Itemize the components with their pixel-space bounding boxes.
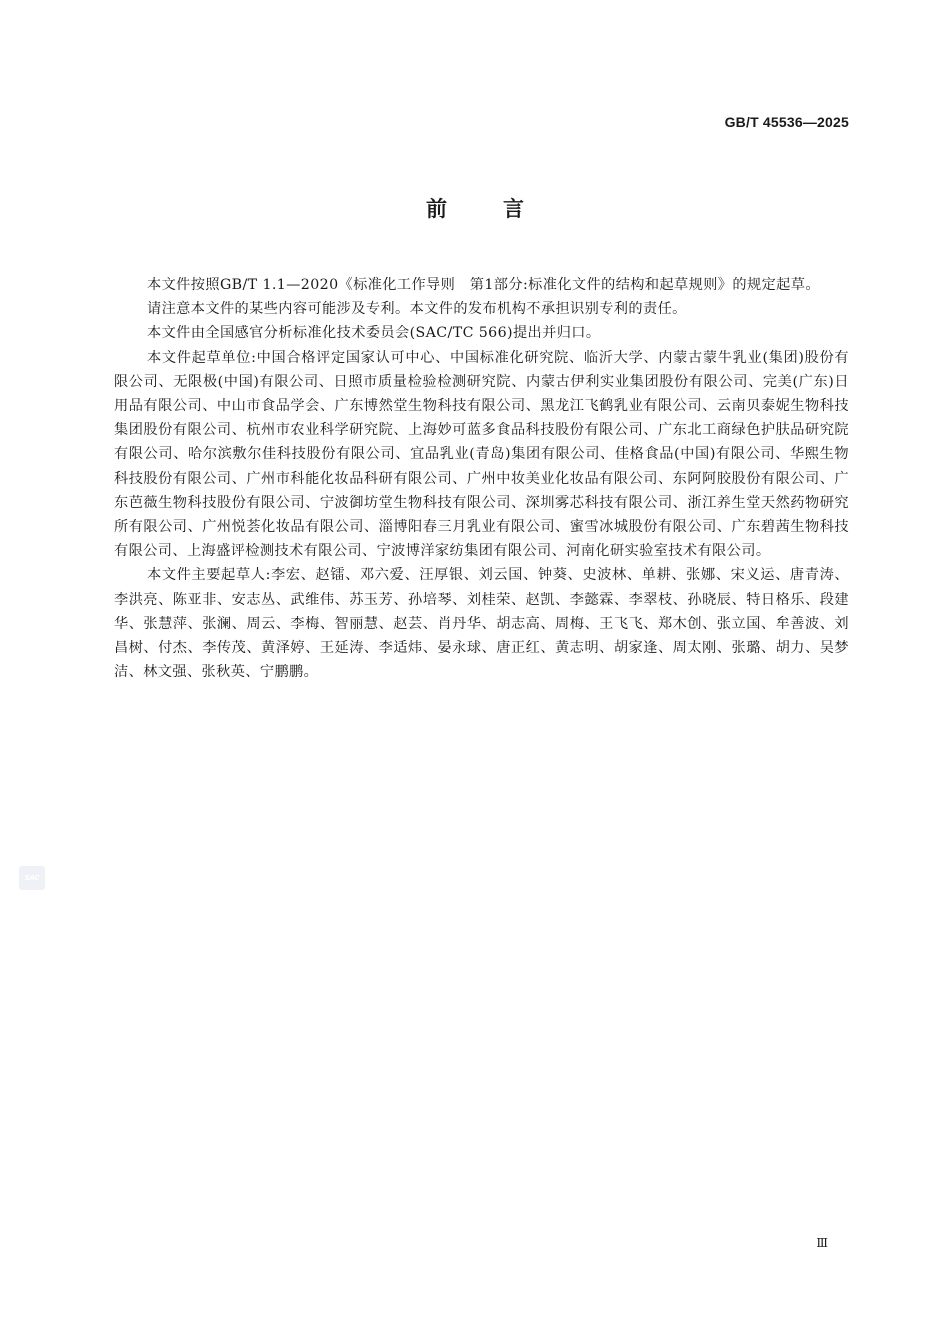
foreword-body	[114, 273, 849, 684]
paragraph-patent-notice: 请注意本文件的某些内容可能涉及专利。本文件的发布机构不承担识别专利的责任。	[147, 301, 687, 318]
page-number: Ⅲ	[816, 1236, 828, 1250]
standard-code: GB/T 45536—2025	[724, 114, 849, 130]
sac-logo-icon	[19, 866, 45, 890]
page-title: 前言	[426, 197, 580, 221]
sac-logo-text: SAC	[24, 874, 40, 882]
paragraph-drafting-rules: 本文件按照GB/T 1.1—2020《标准化工作导则 第1部分:标准化文件的结构和起草规则》的规定起草。	[147, 277, 820, 293]
paragraph-drafters: 本文件主要起草人:李宏、赵镭、邓六爱、汪厚银、刘云国、钟葵、史波林、单耕、张娜、宋义运、唐青涛、李洪亮、陈亚非、安志丛、武维伟、苏玉芳、孙培琴、刘桂荣、赵凯、李懿霖、李翠枝、孙晓辰、特日格乐、段建华、张慧萍、张澜、周云、李梅、智丽慧、赵芸、肖丹华、胡志高、周梅、王飞飞、郑木创、张立国、牟善波、刘昌树、付杰、李传茂、黄泽婷、王延涛、李适炜、晏永球、唐正红、黄志明、胡家逢、周太刚、张璐、胡力、吴梦洁、林文强、张秋英、宁鹏鹏。	[114, 567, 849, 681]
paragraph-committee: 本文件由全国感官分析标准化技术委员会(SAC/TC 566)提出并归口。	[147, 325, 601, 342]
paragraph-drafting-units: 本文件起草单位:中国合格评定国家认可中心、中国标准化研究院、临沂大学、内蒙古蒙牛乳业(集团)股份有限公司、无限极(中国)有限公司、日照市质量检验检测研究院、内蒙古伊利实业集团股份有限公司、完美(广东)日用品有限公司、中山市食品学会、广东博然堂生物科技有限公司、黑龙江飞鹤乳业有限公司、云南贝泰妮生物科技集团股份有限公司、杭州市农业科学研究院、上海妙可蓝多食品科技股份有限公司、广东北工商绿色护肤品研究院有限公司、哈尔滨敷尔佳科技股份有限公司、宜品乳业(青岛)集团有限公司、佳格食品(中国)有限公司、华熙生物科技股份有限公司、广州市科能化妆品科研有限公司、广州中妆美业化妆品有限公司、东阿阿胶股份有限公司、广东芭薇生物科技股份有限公司、宁波御坊堂生物科技有限公司、深圳雾芯科技有限公司、浙江养生堂天然药物研究所有限公司、广州悦荟化妆品有限公司、淄博阳春三月乳业有限公司、蜜雪冰城股份有限公司、广东碧茜生物科技有限公司、上海盛评检测技术有限公司、宁波博洋家纺集团有限公司、河南化研实验室技术有限公司。	[114, 349, 849, 560]
